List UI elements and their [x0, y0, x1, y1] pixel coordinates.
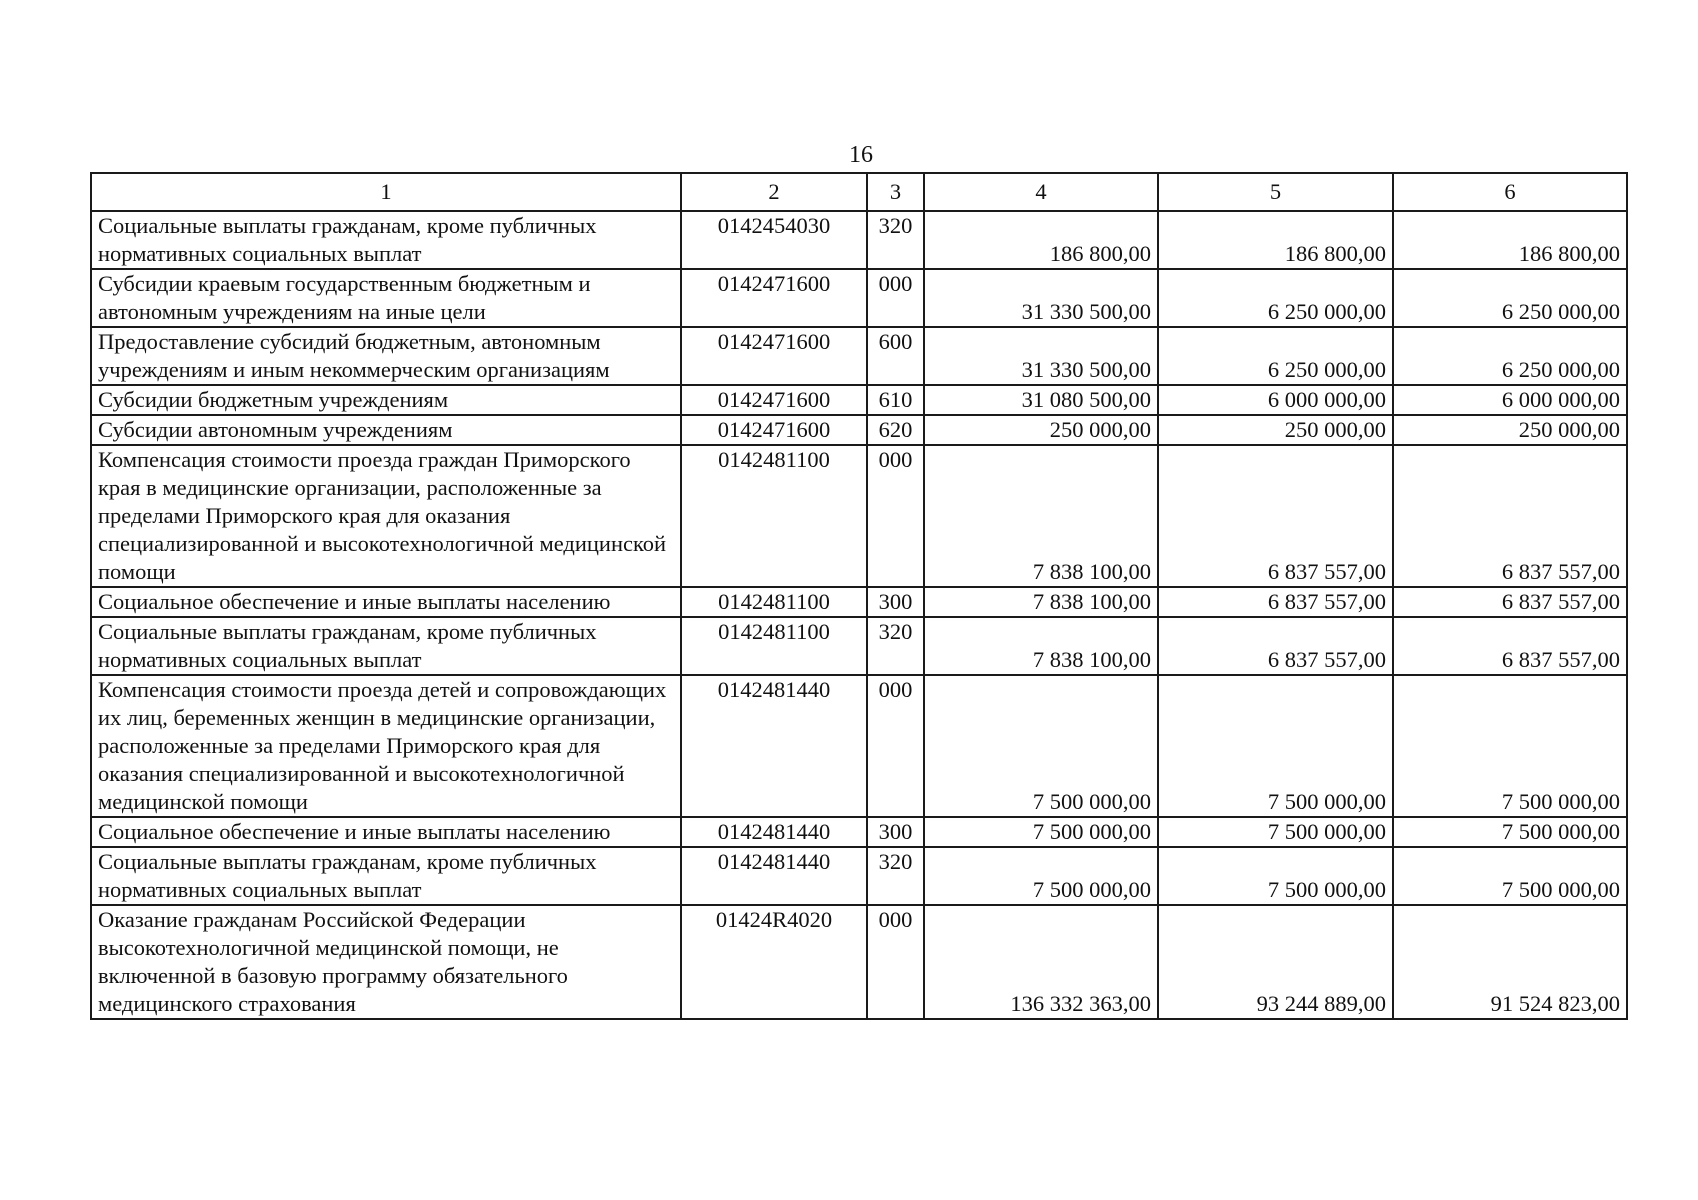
target-code-cell: 0142481100 [681, 617, 867, 675]
amount-cell: 6 837 557,00 [1158, 587, 1393, 617]
target-code-cell: 0142481440 [681, 847, 867, 905]
item-name-cell: Оказание гражданам Российской Федерации высокотехнологичной медицинской помощи, не включенной в базовую программу обязательного медицинского страхования [91, 905, 681, 1019]
item-name-cell: Социальные выплаты гражданам, кроме публичных нормативных социальных выплат [91, 847, 681, 905]
table-row [91, 327, 1627, 385]
expense-type-cell: 610 [867, 385, 924, 415]
expense-type-cell: 000 [867, 445, 924, 587]
item-name-cell: Субсидии бюджетным учреждениям [91, 385, 681, 415]
page-number: 16 [849, 142, 873, 168]
table-row [91, 445, 1627, 587]
column-header: 4 [924, 173, 1158, 211]
table-row [91, 211, 1627, 269]
expense-type-cell: 000 [867, 905, 924, 1019]
table-row [91, 385, 1627, 415]
target-code-cell: 0142481440 [681, 817, 867, 847]
table-row [91, 587, 1627, 617]
expense-type-cell: 300 [867, 817, 924, 847]
amount-cell: 7 500 000,00 [924, 675, 1158, 817]
amount-cell: 6 250 000,00 [1393, 269, 1627, 327]
amount-cell: 31 080 500,00 [924, 385, 1158, 415]
item-name-cell: Субсидии автономным учреждениям [91, 415, 681, 445]
target-code-cell: 0142471600 [681, 327, 867, 385]
amount-cell: 6 837 557,00 [1158, 617, 1393, 675]
target-code-cell: 0142471600 [681, 385, 867, 415]
amount-cell: 6 000 000,00 [1393, 385, 1627, 415]
amount-cell: 31 330 500,00 [924, 269, 1158, 327]
amount-cell: 7 500 000,00 [924, 817, 1158, 847]
amount-cell: 7 500 000,00 [1393, 675, 1627, 817]
expense-type-cell: 600 [867, 327, 924, 385]
amount-cell: 6 837 557,00 [1393, 587, 1627, 617]
table-row [91, 269, 1627, 327]
amount-cell: 250 000,00 [1393, 415, 1627, 445]
amount-cell: 6 837 557,00 [1158, 445, 1393, 587]
amount-cell: 186 800,00 [1158, 211, 1393, 269]
amount-cell: 7 500 000,00 [924, 847, 1158, 905]
amount-cell: 250 000,00 [924, 415, 1158, 445]
amount-cell: 31 330 500,00 [924, 327, 1158, 385]
amount-cell: 7 500 000,00 [1393, 847, 1627, 905]
item-name-cell: Социальные выплаты гражданам, кроме публичных нормативных социальных выплат [91, 211, 681, 269]
expense-type-cell: 300 [867, 587, 924, 617]
column-header: 1 [91, 173, 681, 211]
item-name-cell: Компенсация стоимости проезда детей и сопровождающих их лиц, беременных женщин в медицинские организации, расположенные за пределами Приморского края для оказания специализированной и высокотехнологичной медицинской помощи [91, 675, 681, 817]
amount-cell: 91 524 823,00 [1393, 905, 1627, 1019]
column-number-row [91, 173, 1627, 211]
target-code-cell: 0142454030 [681, 211, 867, 269]
amount-cell: 6 837 557,00 [1393, 445, 1627, 587]
amount-cell: 186 800,00 [1393, 211, 1627, 269]
item-name-cell: Социальные выплаты гражданам, кроме публичных нормативных социальных выплат [91, 617, 681, 675]
amount-cell: 6 837 557,00 [1393, 617, 1627, 675]
table-row [91, 905, 1627, 1019]
target-code-cell: 0142481100 [681, 587, 867, 617]
table-row [91, 847, 1627, 905]
amount-cell: 136 332 363,00 [924, 905, 1158, 1019]
item-name-cell: Социальное обеспечение и иные выплаты населению [91, 817, 681, 847]
amount-cell: 6 250 000,00 [1393, 327, 1627, 385]
amount-cell: 93 244 889,00 [1158, 905, 1393, 1019]
budget-table [90, 172, 1628, 1020]
column-header: 2 [681, 173, 867, 211]
target-code-cell: 0142481440 [681, 675, 867, 817]
expense-type-cell: 320 [867, 847, 924, 905]
expense-type-cell: 620 [867, 415, 924, 445]
item-name-cell: Социальное обеспечение и иные выплаты населению [91, 587, 681, 617]
expense-type-cell: 000 [867, 675, 924, 817]
amount-cell: 7 838 100,00 [924, 587, 1158, 617]
item-name-cell: Предоставление субсидий бюджетным, автономным учреждениям и иным некоммерческим организациям [91, 327, 681, 385]
amount-cell: 6 250 000,00 [1158, 327, 1393, 385]
table-row [91, 617, 1627, 675]
target-code-cell: 0142471600 [681, 415, 867, 445]
table-row [91, 675, 1627, 817]
amount-cell: 7 500 000,00 [1158, 847, 1393, 905]
amount-cell: 7 838 100,00 [924, 617, 1158, 675]
amount-cell: 7 500 000,00 [1158, 817, 1393, 847]
amount-cell: 7 500 000,00 [1393, 817, 1627, 847]
table-row [91, 415, 1627, 445]
column-header: 6 [1393, 173, 1627, 211]
amount-cell: 7 838 100,00 [924, 445, 1158, 587]
expense-type-cell: 000 [867, 269, 924, 327]
amount-cell: 6 000 000,00 [1158, 385, 1393, 415]
target-code-cell: 01424R4020 [681, 905, 867, 1019]
expense-type-cell: 320 [867, 211, 924, 269]
table-row [91, 817, 1627, 847]
expense-type-cell: 320 [867, 617, 924, 675]
column-header: 3 [867, 173, 924, 211]
target-code-cell: 0142471600 [681, 269, 867, 327]
target-code-cell: 0142481100 [681, 445, 867, 587]
amount-cell: 7 500 000,00 [1158, 675, 1393, 817]
column-header: 5 [1158, 173, 1393, 211]
item-name-cell: Субсидии краевым государственным бюджетным и автономным учреждениям на иные цели [91, 269, 681, 327]
item-name-cell: Компенсация стоимости проезда граждан Приморского края в медицинские организации, расположенные за пределами Приморского края для оказания специализированной и высокотехнологичной медицинской помощи [91, 445, 681, 587]
amount-cell: 6 250 000,00 [1158, 269, 1393, 327]
amount-cell: 186 800,00 [924, 211, 1158, 269]
amount-cell: 250 000,00 [1158, 415, 1393, 445]
